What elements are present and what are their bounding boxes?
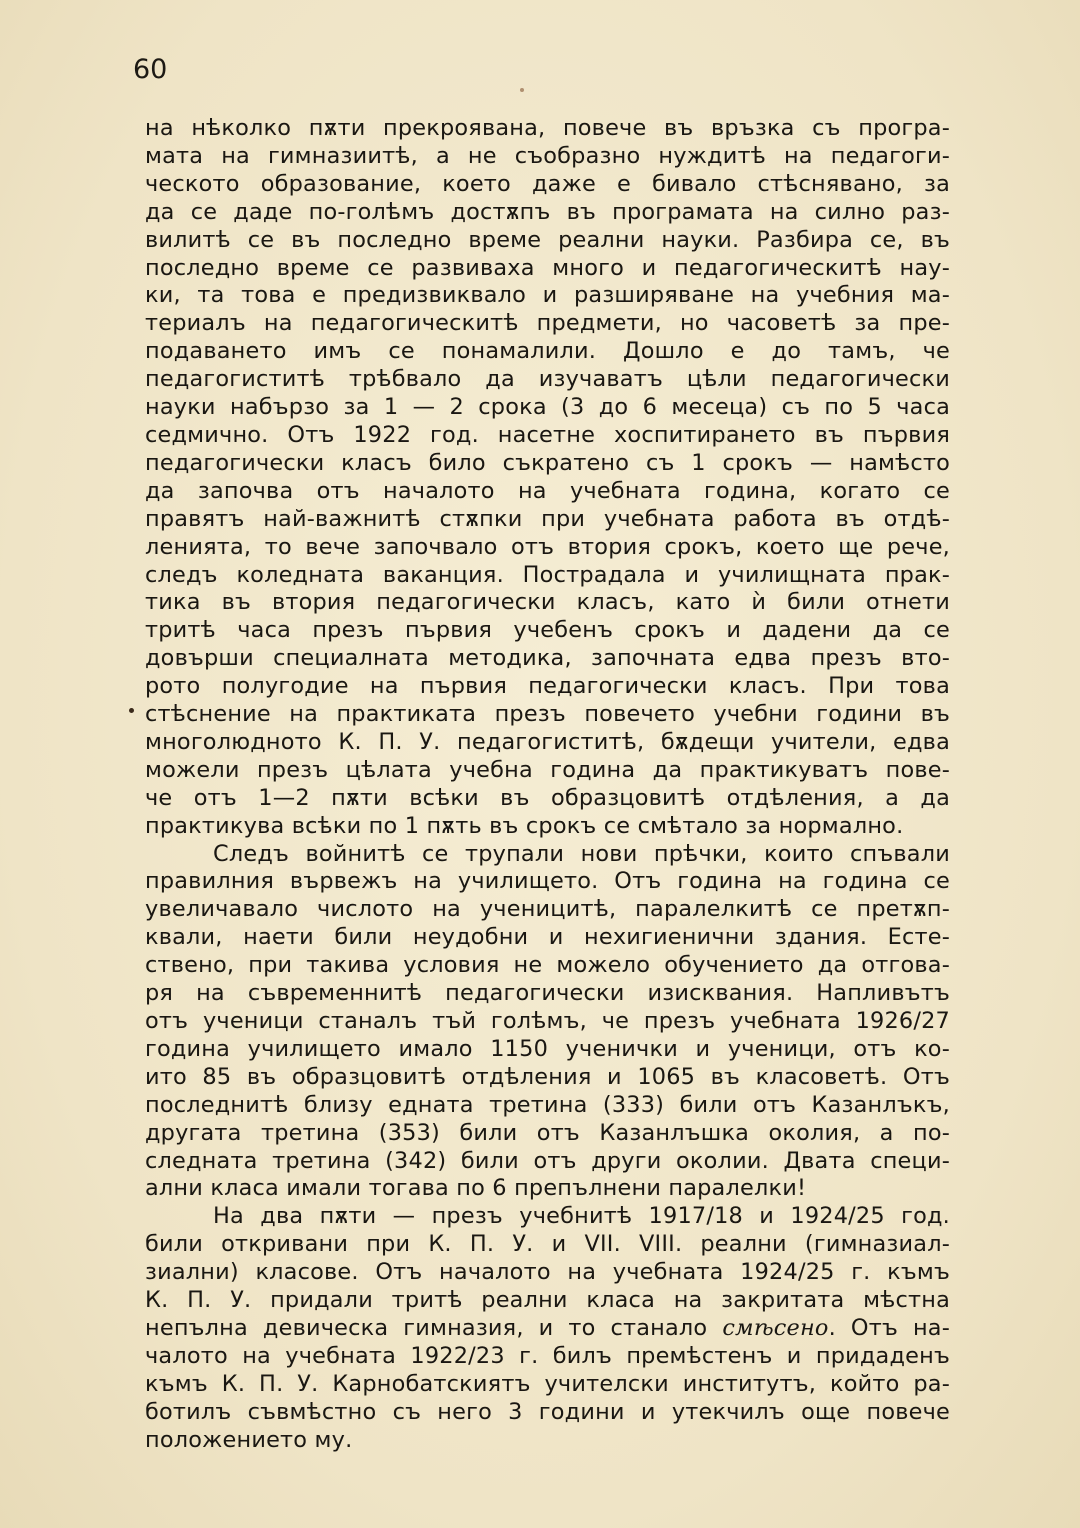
ink-speck <box>520 88 524 92</box>
paragraph <box>145 1203 950 1454</box>
text-line: правятъ най-важнитѣ стѫпки при учебната работа въ отдѣ- <box>145 505 950 532</box>
text-line: седмично. Отъ 1922 год. насетне хоспитирането въ първия <box>145 421 950 448</box>
text-line: педагогиститѣ трѣбвало да изучаватъ цѣли педагогически <box>145 366 950 393</box>
emphasis: смѣсено <box>722 1314 829 1341</box>
text-line: ленията, то вече започвало отъ втория срокъ, което ще рече, <box>145 533 950 560</box>
text-line: ки, та това е предизвиквало и разширяване на учебния ма- <box>145 282 950 309</box>
text-line: последнитѣ близу едната третина (333) били отъ Казанлъкъ, <box>145 1091 950 1118</box>
text-line: че отъ 1—2 пѫти всѣки въ образцовитѣ отдѣления, а да <box>145 784 950 811</box>
text-line: къмъ К. П. У. Карнобатскиятъ учителски институтъ, който ра- <box>145 1370 950 1397</box>
text-line: ито 85 въ образцовитѣ отдѣления и 1065 въ класоветѣ. Отъ <box>145 1063 950 1090</box>
text-line: ствено, при такива условия не можело обучението да отгова- <box>145 952 950 979</box>
text-line: увеличавало числото на ученицитѣ, паралелкитѣ се претѫп- <box>145 896 950 923</box>
text-line: положението му. <box>145 1426 353 1453</box>
text-line: зиални) класове. Отъ началото на учебната 1924/25 г. къмъ <box>145 1259 950 1286</box>
text-line: териалъ на педагогическитѣ предмети, но часоветѣ за пре- <box>145 310 950 337</box>
body-text <box>145 115 950 1455</box>
text-line: квали, наети били неудобни и нехигиенични здания. Есте- <box>145 924 950 951</box>
text-line: били откривани при К. П. У. и VII. VIII. реални (гимназиал- <box>145 1231 950 1258</box>
text-line: многолюдното К. П. У. педагогиститѣ, бѫдещи учители, едва <box>145 728 950 755</box>
text-line: последно време се развиваха много и педагогическитѣ нау- <box>145 254 950 281</box>
text-line: ални класа имали тогава по 6 препълнени паралелки! <box>145 1175 807 1202</box>
text-line: година училището имало 1150 ученички и ученици, отъ ко- <box>145 1035 950 1062</box>
text-line: следъ коледната ваканция. Пострадала и училищната прак- <box>145 561 950 588</box>
text-line: вилитѣ се въ последно време реални науки. Разбира се, въ <box>145 226 950 253</box>
text-line: отъ ученици станалъ тъй голѣмъ, че презъ учебната 1926/27 <box>145 1008 950 1034</box>
text-line: педагогически класъ било съкратено съ 1 срокъ — намѣсто <box>145 449 950 476</box>
text-line: правилния вървежъ на училището. Отъ година на година се <box>145 868 950 895</box>
text-line: На два пѫти — презъ учебнитѣ 1917/18 и 1924/25 год. <box>213 1203 950 1230</box>
paragraph <box>145 841 950 1204</box>
text-line: можели презъ цѣлата учебна година да практикуватъ пове- <box>145 756 950 783</box>
text-line: стѣснение на практиката презъ повечето учебни години въ <box>145 701 950 728</box>
text-line: да започва отъ началото на учебната година, когато се <box>145 477 950 504</box>
text-line: да се даде по-голѣмъ достѫпъ въ програмата на силно раз- <box>145 198 950 225</box>
text-line: непълна девическа гимназия, и то станало смѣсено. Отъ на- <box>145 1314 950 1341</box>
text-line: ческото образование, което даже е бивало стѣснявано, за <box>145 170 950 197</box>
paragraph <box>145 115 950 841</box>
text-line: практикува всѣки по 1 пѫть въ срокъ се смѣтало за нормално. <box>145 812 904 839</box>
text-line: К. П. У. придали тритѣ реални класа на закритата мѣстна <box>145 1287 950 1314</box>
text-line: другата третина (353) били отъ Казанлъшка околия, а по- <box>145 1119 950 1146</box>
text-line: тика въ втория педагогически класъ, като ѝ били отнети <box>145 589 950 616</box>
text-line: чалото на учебната 1922/23 г. билъ премѣстенъ и придаденъ <box>145 1342 950 1369</box>
ink-speck <box>129 708 134 713</box>
text-line: на нѣколко пѫти прекроявана, повече въ връзка съ програ- <box>145 115 950 141</box>
text-line: мата на гимназиитѣ, а не съобразно нуждитѣ на педагоги- <box>145 142 950 169</box>
text-line: следната третина (342) били отъ други околии. Двата специ- <box>145 1147 950 1174</box>
text-line: ботилъ съвмѣстно съ него 3 години и утекчилъ още повече <box>145 1398 950 1425</box>
page-number: 60 <box>133 54 168 85</box>
text-line: ря на съвременнитѣ педагогически изисквания. Напливътъ <box>145 980 950 1007</box>
text-line: науки набързо за 1 — 2 срока (3 до 6 месеца) съ по 5 часа <box>145 394 950 421</box>
text-line: подаването имъ се понамалили. Дошло е до тамъ, че <box>145 338 950 365</box>
text-line: рото полугодие на първия педагогически класъ. При това <box>145 673 950 700</box>
text-line: довърши специалната методика, започната едва презъ вто- <box>145 645 950 672</box>
text-line: тритѣ часа презъ първия учебенъ срокъ и дадени да се <box>145 617 950 644</box>
text-line: Следъ войнитѣ се трупали нови прѣчки, които спъвали <box>213 840 950 867</box>
